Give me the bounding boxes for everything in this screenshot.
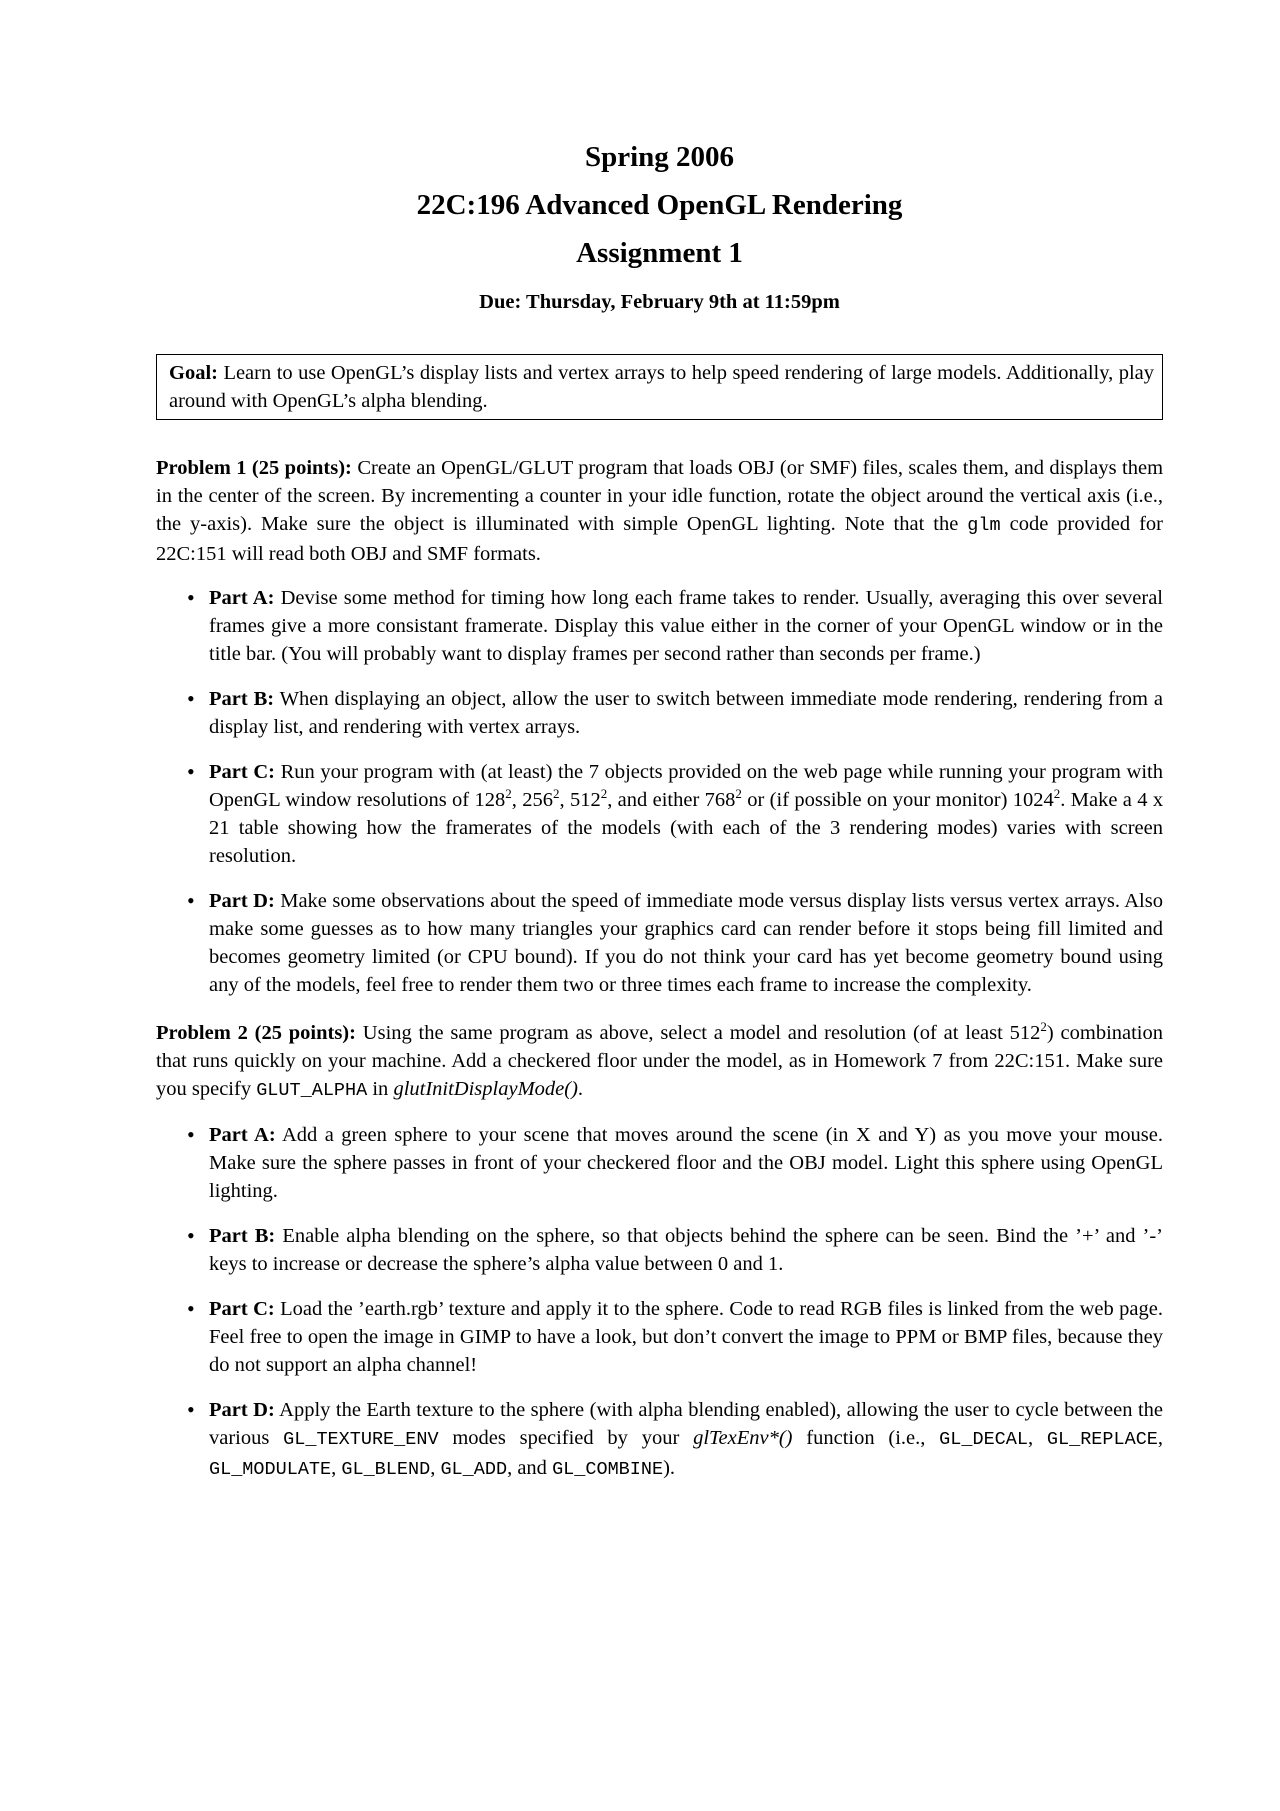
exponent: 2: [505, 786, 512, 801]
problem-2-part-a: [156, 1121, 1163, 1205]
assignment-title: Assignment 1: [576, 237, 743, 269]
part-label: Part A:: [209, 1124, 276, 1146]
part-text: Run your program with (at least) the 7 objects provided on the web page while running your program with OpenGL window resolutions of: [209, 761, 1164, 811]
code-term: GL_BLEND: [341, 1459, 431, 1480]
part-label: Part C:: [209, 1298, 275, 1320]
part-text: and: [517, 1457, 547, 1479]
problem-2-code: GLUT_ALPHA: [256, 1080, 368, 1101]
course-title: 22C:196 Advanced OpenGL Rendering: [416, 189, 903, 221]
part-text: Make some observations about the speed of immediate mode versus display lists versus vertex arrays. Also make some guesses as to how many triangles your graphics card can render before it stops being fill limited and becomes geometry limited (or CPU bound). If you do not think your card has yet become geometry bound using any of the models, feel free to render them two or three times each frame to increase the complexity.: [209, 890, 1163, 996]
problem-1-part-a: [156, 584, 1163, 668]
exponent: 2: [552, 786, 560, 801]
resolution-value: 256: [522, 789, 553, 811]
part-text: ).: [663, 1457, 676, 1479]
part-text: Add a green sphere to your scene that moves around the scene (in X and Y) as you move your mouse. Make sure the sphere passes in front of your checkered floor and the OBJ model. Light this sphere using OpenGL lighting.: [209, 1124, 1163, 1202]
exponent: 2: [735, 786, 742, 801]
exponent: 2: [1040, 1019, 1047, 1034]
problem-2: [156, 1019, 1163, 1105]
part-text: function (i.e.,: [806, 1427, 926, 1449]
problem-2-part-d: • Part D: Apply the Earth texture to the sphere (with alpha blending enabled), allowing the user to cycle between the various GL_TEXTURE_ENV modes specified by your glTexEnv*() function (i.e., GL_DECAL, GL_REPLACE, GL_MODULATE, GL_BLEND, GL_ADD, and GL_COMBINE).: [156, 1396, 1163, 1484]
resolution-value: 512: [569, 789, 601, 811]
goal-label: Goal:: [169, 362, 218, 384]
code-term: GL_DECAL: [939, 1429, 1028, 1450]
part-text: Apply the Earth texture to the sphere (with alpha blending enabled), allowing the user to cycle between the various: [209, 1399, 1163, 1449]
part-text: . Make a 4 x 21 table showing how the framerates of the models (with each of the 3 rendering modes) varies with screen resolution.: [209, 789, 1164, 867]
part-text: Load the ’earth.rgb’ texture and apply it to the sphere. Code to read RGB files is linked from the web page. Feel free to open the image in GIMP to have a look, but don’t convert the image to PPM or BMP files, because they do not support an alpha channel!: [209, 1298, 1163, 1376]
code-term: GL_MODULATE: [209, 1459, 332, 1480]
problem-2-part-b: [156, 1222, 1163, 1278]
problem-1-text: Create an OpenGL/GLUT program that loads OBJ (or SMF) files, scales them, and displays them in the center of the screen. By incrementing a counter in your idle function, rotate the object around the vertical axis (i.e., the y-axis). Make sure the object is illuminated with simple OpenGL lighting. Note that the: [156, 457, 1164, 535]
problem-2-text: Using the same program as above, select a model and resolution (of at least: [362, 1022, 1003, 1044]
part-text: or (if possible on your monitor): [747, 789, 1008, 811]
part-label: Part B:: [209, 688, 275, 710]
problem-1-part-c: • Part C: Run your program with (at least) the 7 objects provided on the web page while running your program with OpenGL window resolutions of $128^2$, $256^2$, $512^2$, and either $768^2$ or (if possible on your monitor) 1024$^2$. Make a 4 x 21 table showing how the framerates of the models (with each of the 3 rendering modes) varies with screen resolution.: [156, 758, 1163, 870]
function-name: glTexEnv*(): [693, 1427, 793, 1449]
problem-2-label: Problem 2 (25 points):: [156, 1022, 356, 1044]
problem-1-code: glm: [967, 515, 1001, 536]
semester-title: Spring 2006: [584, 141, 735, 173]
problem-2-part-c: [156, 1295, 1163, 1379]
problem-2-parts: [156, 1121, 1163, 1484]
exponent: 2: [1053, 786, 1061, 801]
part-label: Part D:: [209, 1399, 275, 1421]
code-term: GL_COMBINE: [552, 1459, 664, 1480]
goal-text: Learn to use OpenGL’s display lists and vertex arrays to help speed rendering of large models. Additionally, play around with OpenGL’s alpha blending.: [169, 362, 1155, 412]
code-term: GL_TEXTURE_ENV: [283, 1429, 439, 1450]
part-text: , and either: [607, 789, 700, 811]
resolution-value: 512: [1009, 1022, 1041, 1044]
goal-box: [156, 354, 1163, 420]
code-term: GL_REPLACE: [1046, 1429, 1158, 1450]
part-text: modes specified by your: [452, 1427, 680, 1449]
problem-1-label: Problem 1 (25 points):: [156, 457, 352, 479]
part-text: When displaying an object, allow the user to switch between immediate mode rendering, rendering from a display list, and rendering with vertex arrays.: [209, 688, 1163, 738]
part-text: Devise some method for timing how long each frame takes to render. Usually, averaging this over several frames give a more consistant framerate. Display this value either in the corner of your OpenGL window or in the title bar. (You will probably want to display frames per second rather than seconds per frame.): [209, 587, 1164, 665]
code-term: GL_ADD: [440, 1459, 508, 1480]
problem-1: [156, 454, 1163, 568]
exponent: 2: [600, 786, 608, 801]
part-label: Part D:: [209, 890, 275, 912]
part-label: Part A:: [209, 587, 275, 609]
assignment-page: [156, 140, 1163, 1501]
resolution-value: 128: [474, 789, 506, 811]
resolution-value: 768: [704, 789, 736, 811]
part-label: Part B:: [209, 1225, 276, 1247]
problem-1-part-b: [156, 685, 1163, 741]
part-text: Enable alpha blending on the sphere, so that objects behind the sphere can be seen. Bind the ’+’ and ’-’ keys to increase or decrease the sphere’s alpha value between 0 and 1.: [209, 1225, 1164, 1275]
problem-2-text: in: [372, 1078, 389, 1100]
due-date: Due: Thursday, February 9th at 11:59pm: [479, 291, 840, 313]
problem-1-parts: [156, 584, 1163, 999]
problem-2-text: ) combination that runs quickly on your machine. Add a checkered floor under the model, as in Homework 7 from 22C:151. Make sure you specify: [156, 1022, 1164, 1100]
problem-2-text: .: [577, 1078, 584, 1100]
resolution-value: 1024: [1012, 789, 1054, 811]
part-label: Part C:: [209, 761, 275, 783]
problem-1-part-d: [156, 887, 1163, 999]
function-name: glutInitDisplayMode(): [393, 1078, 578, 1100]
problem-1-text-end: code provided for 22C:151 will read both OBJ and SMF formats.: [156, 513, 1164, 565]
